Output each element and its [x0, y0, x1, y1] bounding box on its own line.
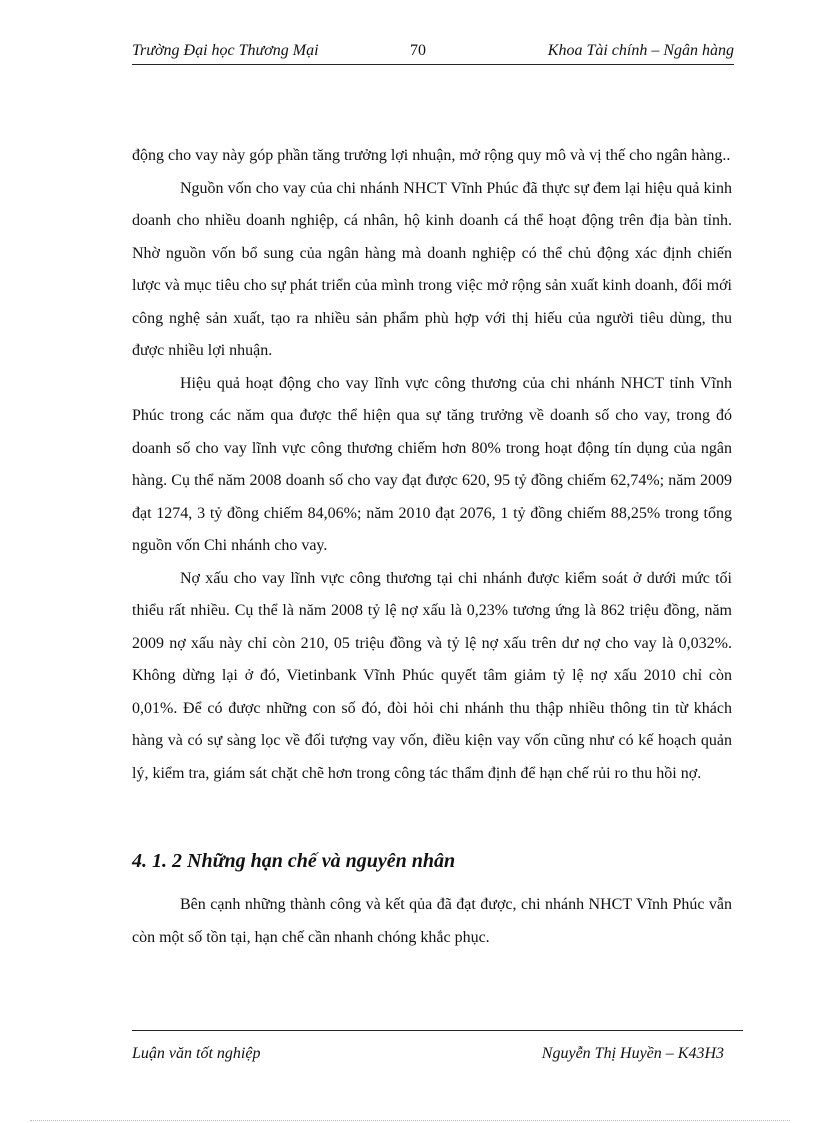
paragraph-bad-debt: Nợ xấu cho vay lĩnh vực công thương tại chi nhánh được kiểm soát ở dưới mức tối thiểu rất nhiều. Cụ thể là năm 2008 tỷ lệ nợ xấu là 0,23% tương ứng là 862 triệu đồng, năm 2009 nợ xấu này chỉ còn 210, 05 triệu đồng và tỷ lệ nợ xấu trên dư nợ cho vay là 0,032%. Không dừng lại ở đó, Vietinbank Vĩnh Phúc quyết tâm giảm tỷ lệ nợ xấu 2010 chỉ còn 0,01%. Để có được những con số đó, đòi hỏi chi nhánh thu thập nhiều thông tin từ khách hàng và có sự sàng lọc về đối tượng vay vốn, điều kiện vay vốn cũng như có kế hoạch quản lý, kiểm tra, giám sát chặt chẽ hơn trong công tác thẩm định để hạn chế rủi ro thu hồi nợ.: [132, 569, 732, 782]
header-university: Trường Đại học Thương Mại: [132, 42, 319, 59]
footer-thesis-label: Luận văn tốt nghiệp: [132, 1045, 261, 1062]
footer-divider: [132, 1030, 743, 1031]
page-bottom-border: [30, 1120, 790, 1121]
paragraph-capital-effect: Nguồn vốn cho vay của chi nhánh NHCT Vĩnh Phúc đã thực sự đem lại hiệu quả kinh doanh cho nhiều doanh nghiệp, cá nhân, hộ kinh doanh cá thể hoạt động trên địa bàn tỉnh. Nhờ nguồn vốn bổ sung của ngân hàng mà doanh nghiệp có thể chủ động xác định chiến lược và mục tiêu cho sự phát triển của mình trong việc mở rộng sản xuất kinh doanh, đổi mới công nghệ sản xuất, tạo ra nhiều sản phẩm phù hợp với thị hiếu của người tiêu dùng, thu được nhiều lợi nhuận.: [132, 179, 732, 359]
page-footer: [132, 1045, 724, 1069]
paragraph-continuation: động cho vay này góp phần tăng trưởng lợi nhuận, mở rộng quy mô và vị thế cho ngân hàng..: [132, 147, 731, 164]
page-number: 70: [410, 42, 426, 59]
page-header: [132, 40, 734, 65]
footer-author: Nguyễn Thị Huyền – K43H3: [541, 1045, 724, 1062]
paragraph-lending-efficiency: Hiệu quả hoạt động cho vay lĩnh vực công thương của chi nhánh NHCT tỉnh Vĩnh Phúc trong các năm qua được thể hiện qua sự tăng trưởng về doanh số cho vay, trong đó doanh số cho vay lĩnh vực công thương chiếm hơn 80% trong hoạt động tín dụng của ngân hàng. Cụ thể năm 2008 doanh số cho vay đạt được 620, 95 tỷ đồng chiếm 62,74%; năm 2009 đạt 1274, 3 tỷ đồng chiếm 84,06%; năm 2010 đạt 2076, 1 tỷ đồng chiếm 88,25% trong tổng nguồn vốn Chi nhánh cho vay.: [132, 374, 732, 554]
section-body: [132, 889, 732, 954]
paragraph-limitations-intro: Bên cạnh những thành công và kết qủa đã đạt được, chi nhánh NHCT Vĩnh Phúc vẫn còn một số tồn tại, hạn chế cần nhanh chóng khắc phục.: [132, 896, 732, 946]
section-heading: 4. 1. 2 Những hạn chế và nguyên nhân: [132, 850, 456, 872]
header-faculty: Khoa Tài chính – Ngân hàng: [547, 42, 734, 59]
body-text: [132, 140, 732, 790]
